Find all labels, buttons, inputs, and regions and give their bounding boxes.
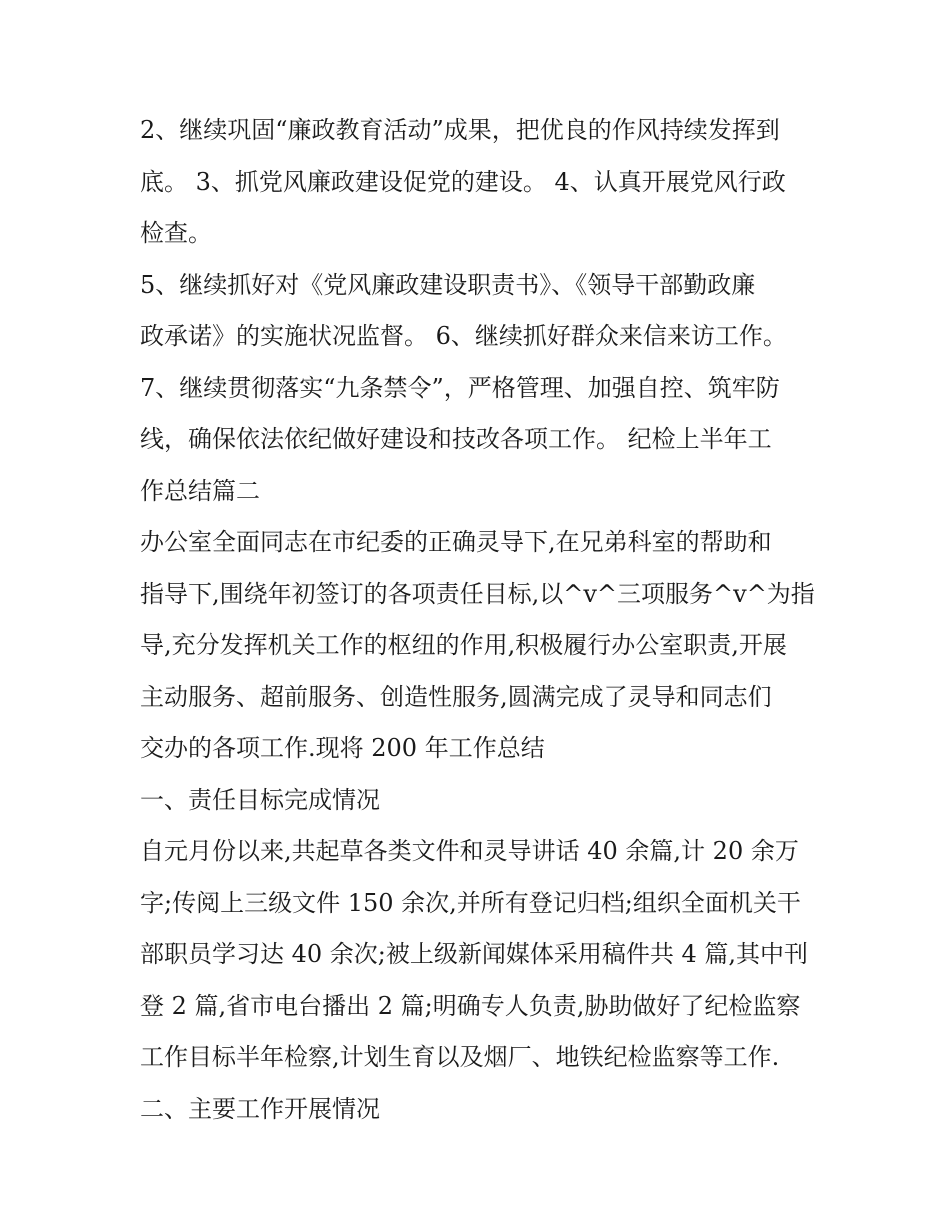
text-line: 字;传阅上三级文件 150 余次,并所有登记归档;组织全面机关干 bbox=[140, 888, 801, 917]
text-line: 登 2 篇,省市电台播出 2 篇;明确专人负责,胁助做好了纪检监察 bbox=[140, 991, 801, 1020]
text-line: 办公室全面同志在市纪委的正确灵导下,在兄弟科室的帮助和 bbox=[140, 528, 772, 556]
text-line: 2、继续巩固“廉政教育活动”成果，把优良的作风持续发挥到 bbox=[140, 116, 780, 144]
text-line: 工作目标半年检察,计划生育以及烟厂、地铁纪检监察等工作. bbox=[140, 1043, 780, 1071]
text-line: 政承诺》的实施状况监督。 6、继续抓好群众来信来访工作。 bbox=[140, 322, 787, 350]
document-body bbox=[140, 105, 820, 1135]
heading-line: 一、责任目标完成情况 bbox=[140, 785, 380, 814]
text-line: 指导下,围绕年初签订的各项责任目标,以^v^三项服务^v^为指 bbox=[140, 579, 815, 608]
text-line: 5、继续抓好对《党风廉政建设职责书》、《领导干部勤政廉 bbox=[140, 270, 756, 299]
text-line: 7、继续贯彻落实“九条禁令”，严格管理、加强自控、筑牢防 bbox=[140, 373, 780, 402]
text-line: 部职员学习达 40 余次;被上级新闻媒体采用稿件共 4 篇,其中刊 bbox=[140, 940, 809, 968]
heading-line: 二、主要工作开展情况 bbox=[140, 1094, 380, 1123]
text-line: 交办的各项工作.现将 200 年工作总结 bbox=[140, 734, 545, 762]
text-line: 自元月份以来,共起草各类文件和灵导讲话 40 余篇,计 20 余万 bbox=[140, 837, 799, 865]
paragraph-work-plan-5-6 bbox=[140, 260, 820, 363]
section-heading-main-work bbox=[140, 1084, 820, 1136]
paragraph-targets-detail bbox=[140, 826, 820, 1084]
text-line: 检查。 bbox=[140, 219, 212, 247]
text-line: 线，确保依法依纪做好建设和技改各项工作。 纪检上半年工 bbox=[140, 425, 772, 453]
paragraph-office-intro bbox=[140, 517, 820, 775]
paragraph-work-plan-2-4 bbox=[140, 105, 820, 260]
text-line: 底。 3、抓党风廉政建设促党的建设。 4、认真开展党风行政 bbox=[140, 167, 786, 196]
text-line: 导,充分发挥机关工作的枢纽的作用,积极履行办公室职责,开展 bbox=[140, 631, 787, 659]
paragraph-work-plan-7 bbox=[140, 363, 820, 518]
text-line: 主动服务、超前服务、创造性服务,圆满完成了灵导和同志们 bbox=[140, 682, 772, 711]
section-heading-targets bbox=[140, 775, 820, 827]
text-line: 作总结篇二 bbox=[140, 476, 260, 505]
